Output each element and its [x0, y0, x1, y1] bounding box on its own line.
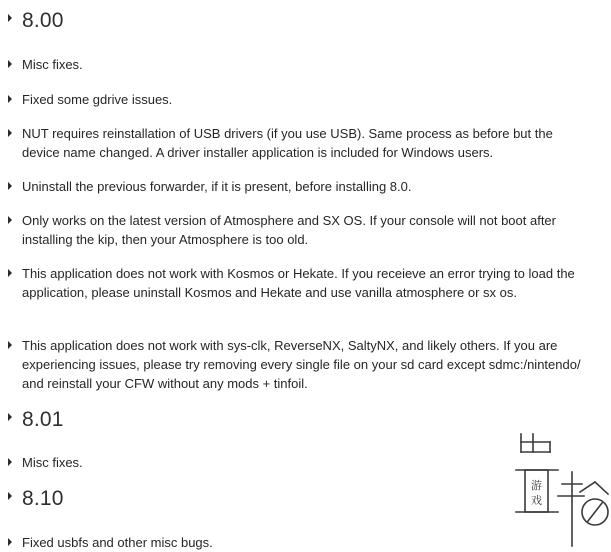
list-item [0, 124, 582, 162]
list-item [0, 177, 582, 196]
list-item-text: Uninstall the previous forwarder, if it is present, before installing 8.0. [22, 179, 412, 194]
list-item-text: Misc fixes. [22, 57, 83, 72]
version-title: 8.10 [22, 487, 64, 510]
watermark-char: 游 [531, 479, 542, 492]
version-heading-8-10 [0, 487, 64, 511]
list-item-text: Fixed usbfs and other misc bugs. [22, 535, 213, 550]
list-item [0, 336, 582, 393]
list-item [0, 211, 582, 249]
list-item-text: Only works on the latest version of Atmosphere and SX OS. If your console will not boot after installing the kip, then your Atmosphere is too old. [22, 213, 556, 247]
list-item-text: Fixed some gdrive issues. [22, 92, 173, 107]
list-item-text: Misc fixes. [22, 455, 83, 470]
watermark-logo-icon [512, 432, 611, 549]
list-item-text: NUT requires reinstallation of USB drivers (if you use USB). Same process as before but the device name changed. A driver installer application is included for Windows users. [22, 126, 553, 160]
version-heading-8-01 [0, 408, 64, 432]
version-title: 8.00 [22, 9, 64, 32]
list-item [0, 264, 582, 302]
version-heading-8-00 [0, 9, 64, 33]
list-item [0, 453, 582, 472]
list-item-text: This application does not work with Kosmos or Hekate. If you receieve an error trying to load the application, please uninstall Kosmos and Hekate and use vanilla atmosphere or sx os. [22, 266, 575, 300]
version-title: 8.01 [22, 408, 64, 431]
list-item-text: This application does not work with sys-clk, ReverseNX, SaltyNX, and likely others. If you are experiencing issues, please try removing every single file on your sd card except sdmc:/nintendo/ and reinstall your CFW without any mods + tinfoil. [22, 338, 581, 391]
list-item [0, 55, 582, 74]
list-item [0, 90, 582, 109]
watermark-char: 戏 [531, 494, 542, 507]
list-item [0, 533, 582, 552]
